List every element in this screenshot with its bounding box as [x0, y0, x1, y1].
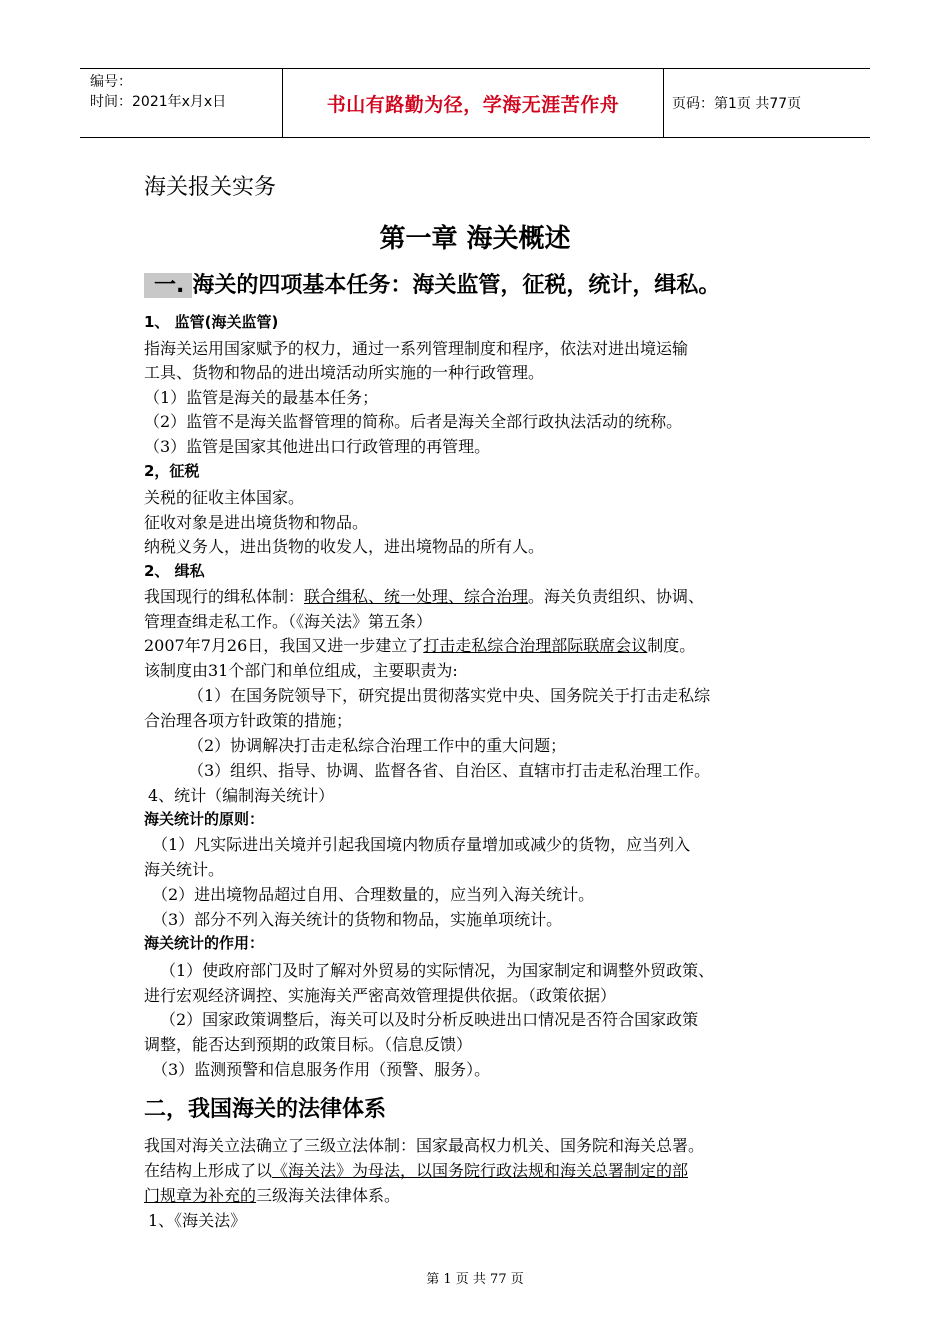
page-footer: 第 1 页 共 77 页 [426, 1272, 524, 1287]
subheading-antismuggling: 2、 缉私 [144, 562, 205, 580]
paragraph-line: 纳税义务人，进出货物的收发人，进出境物品的所有人。 [144, 537, 545, 556]
section1-title: 海关的四项基本任务：海关监管，征税，统计，缉私。 [192, 273, 721, 298]
section2-heading: 二，我国海关的法律体系 [144, 1097, 387, 1122]
underlined-text: 联合缉私、统一处理、综合治理 [304, 587, 529, 606]
underlined-text: 门规章为补充的 [144, 1186, 257, 1205]
paragraph-line: 在结构上形成了以《海关法》为母法，以国务院行政法规和海关总署制定的部 [144, 1161, 689, 1180]
list-item: （2）监管不是海关监督管理的简称。后者是海关全部行政执法活动的统称。 [144, 412, 683, 431]
subheading-tax: 2，征税 [144, 462, 200, 480]
page-info: 页码：第1页 共77页 [672, 96, 802, 112]
list-item: （1）使政府部门及时了解对外贸易的实际情况，为国家制定和调整外贸政策、 [160, 961, 715, 980]
list-item-continued: 调整，能否达到预期的政策目标。（信息反馈） [144, 1035, 473, 1054]
header-page-cell [664, 69, 870, 137]
subheading-supervision: 1、 监管(海关监管) [144, 313, 279, 331]
section1-heading [144, 268, 720, 299]
subheading-statistics-principles: 海关统计的原则： [144, 810, 265, 828]
subheading-customs-law: 1、《海关法》 [148, 1211, 247, 1230]
paragraph-line: 工具、货物和物品的进出境活动所实施的一种行政管理。 [144, 363, 545, 382]
list-item: （3）监测预警和信息服务作用（预警、服务）。 [152, 1060, 491, 1079]
header-meta-cell [80, 69, 283, 137]
document-title: 海关报关实务 [144, 175, 277, 200]
motto-text: 书山有路勤为径，学海无涯苦作舟 [326, 93, 620, 116]
subheading-statistics-functions: 海关统计的作用： [144, 934, 265, 952]
paragraph-line: 我国现行的缉私体制：联合缉私、统一处理、综合治理。海关负责组织、协调、 [144, 587, 705, 606]
time-label: 时间：2021年x月x日 [90, 94, 227, 110]
list-item: （3）组织、指导、协调、监督各省、自治区、直辖市打击走私治理工作。 [188, 761, 711, 780]
paragraph-line: 2007年7月26日，我国又进一步建立了打击走私综合治理部际联席会议制度。 [144, 636, 696, 655]
list-item: （3）部分不列入海关统计的货物和物品，实施单项统计。 [152, 910, 563, 929]
list-item: （1）凡实际进出关境并引起我国境内物质存量增加或减少的货物，应当列入 [152, 835, 691, 854]
paragraph-line: 该制度由31个部门和单位组成，主要职责为: [144, 661, 458, 680]
section1-number: 一. [144, 273, 192, 298]
chapter-title: 第一章 海关概述 [379, 224, 571, 254]
paragraph-line: 征收对象是进出境货物和物品。 [144, 513, 369, 532]
underlined-text: 《海关法》为母法，以国务院行政法规和海关总署制定的部 [272, 1161, 689, 1180]
paragraph-line: 我国对海关立法确立了三级立法体制：国家最高权力机关、国务院和海关总署。 [144, 1136, 705, 1155]
list-item-continued: 海关统计。 [144, 860, 225, 879]
underlined-text: 打击走私综合治理部际联席会议 [423, 636, 648, 655]
list-item: （1）在国务院领导下，研究提出贯彻落实党中央、国务院关于打击走私综 [188, 686, 711, 705]
paragraph-line: 门规章为补充的三级海关法律体系。 [144, 1186, 401, 1205]
list-item: （2）国家政策调整后，海关可以及时分析反映进出口情况是否符合国家政策 [160, 1010, 699, 1029]
list-item: （1）监管是海关的最基本任务； [144, 388, 379, 407]
list-item: （2）进出境物品超过自用、合理数量的，应当列入海关统计。 [152, 885, 595, 904]
page-header [80, 68, 870, 138]
paragraph-line: 指海关运用国家赋予的权力，通过一系列管理制度和程序，依法对进出境运输 [144, 339, 689, 358]
header-motto-cell [283, 69, 664, 137]
list-item-continued: 合治理各项方针政策的措施； [144, 711, 353, 730]
paragraph-line: 关税的征收主体国家。 [144, 488, 305, 507]
list-item: （3）监管是国家其他进出口行政管理的再管理。 [144, 437, 491, 456]
list-item-continued: 进行宏观经济调控、实施海关严密高效管理提供依据。（政策依据） [144, 986, 617, 1005]
number-label: 编号： [90, 74, 132, 90]
paragraph-line: 管理查缉走私工作。（《海关法》第五条） [144, 612, 433, 631]
subheading-statistics: 4、统计（编制海关统计） [148, 786, 335, 805]
list-item: （2）协调解决打击走私综合治理工作中的重大问题； [188, 736, 567, 755]
